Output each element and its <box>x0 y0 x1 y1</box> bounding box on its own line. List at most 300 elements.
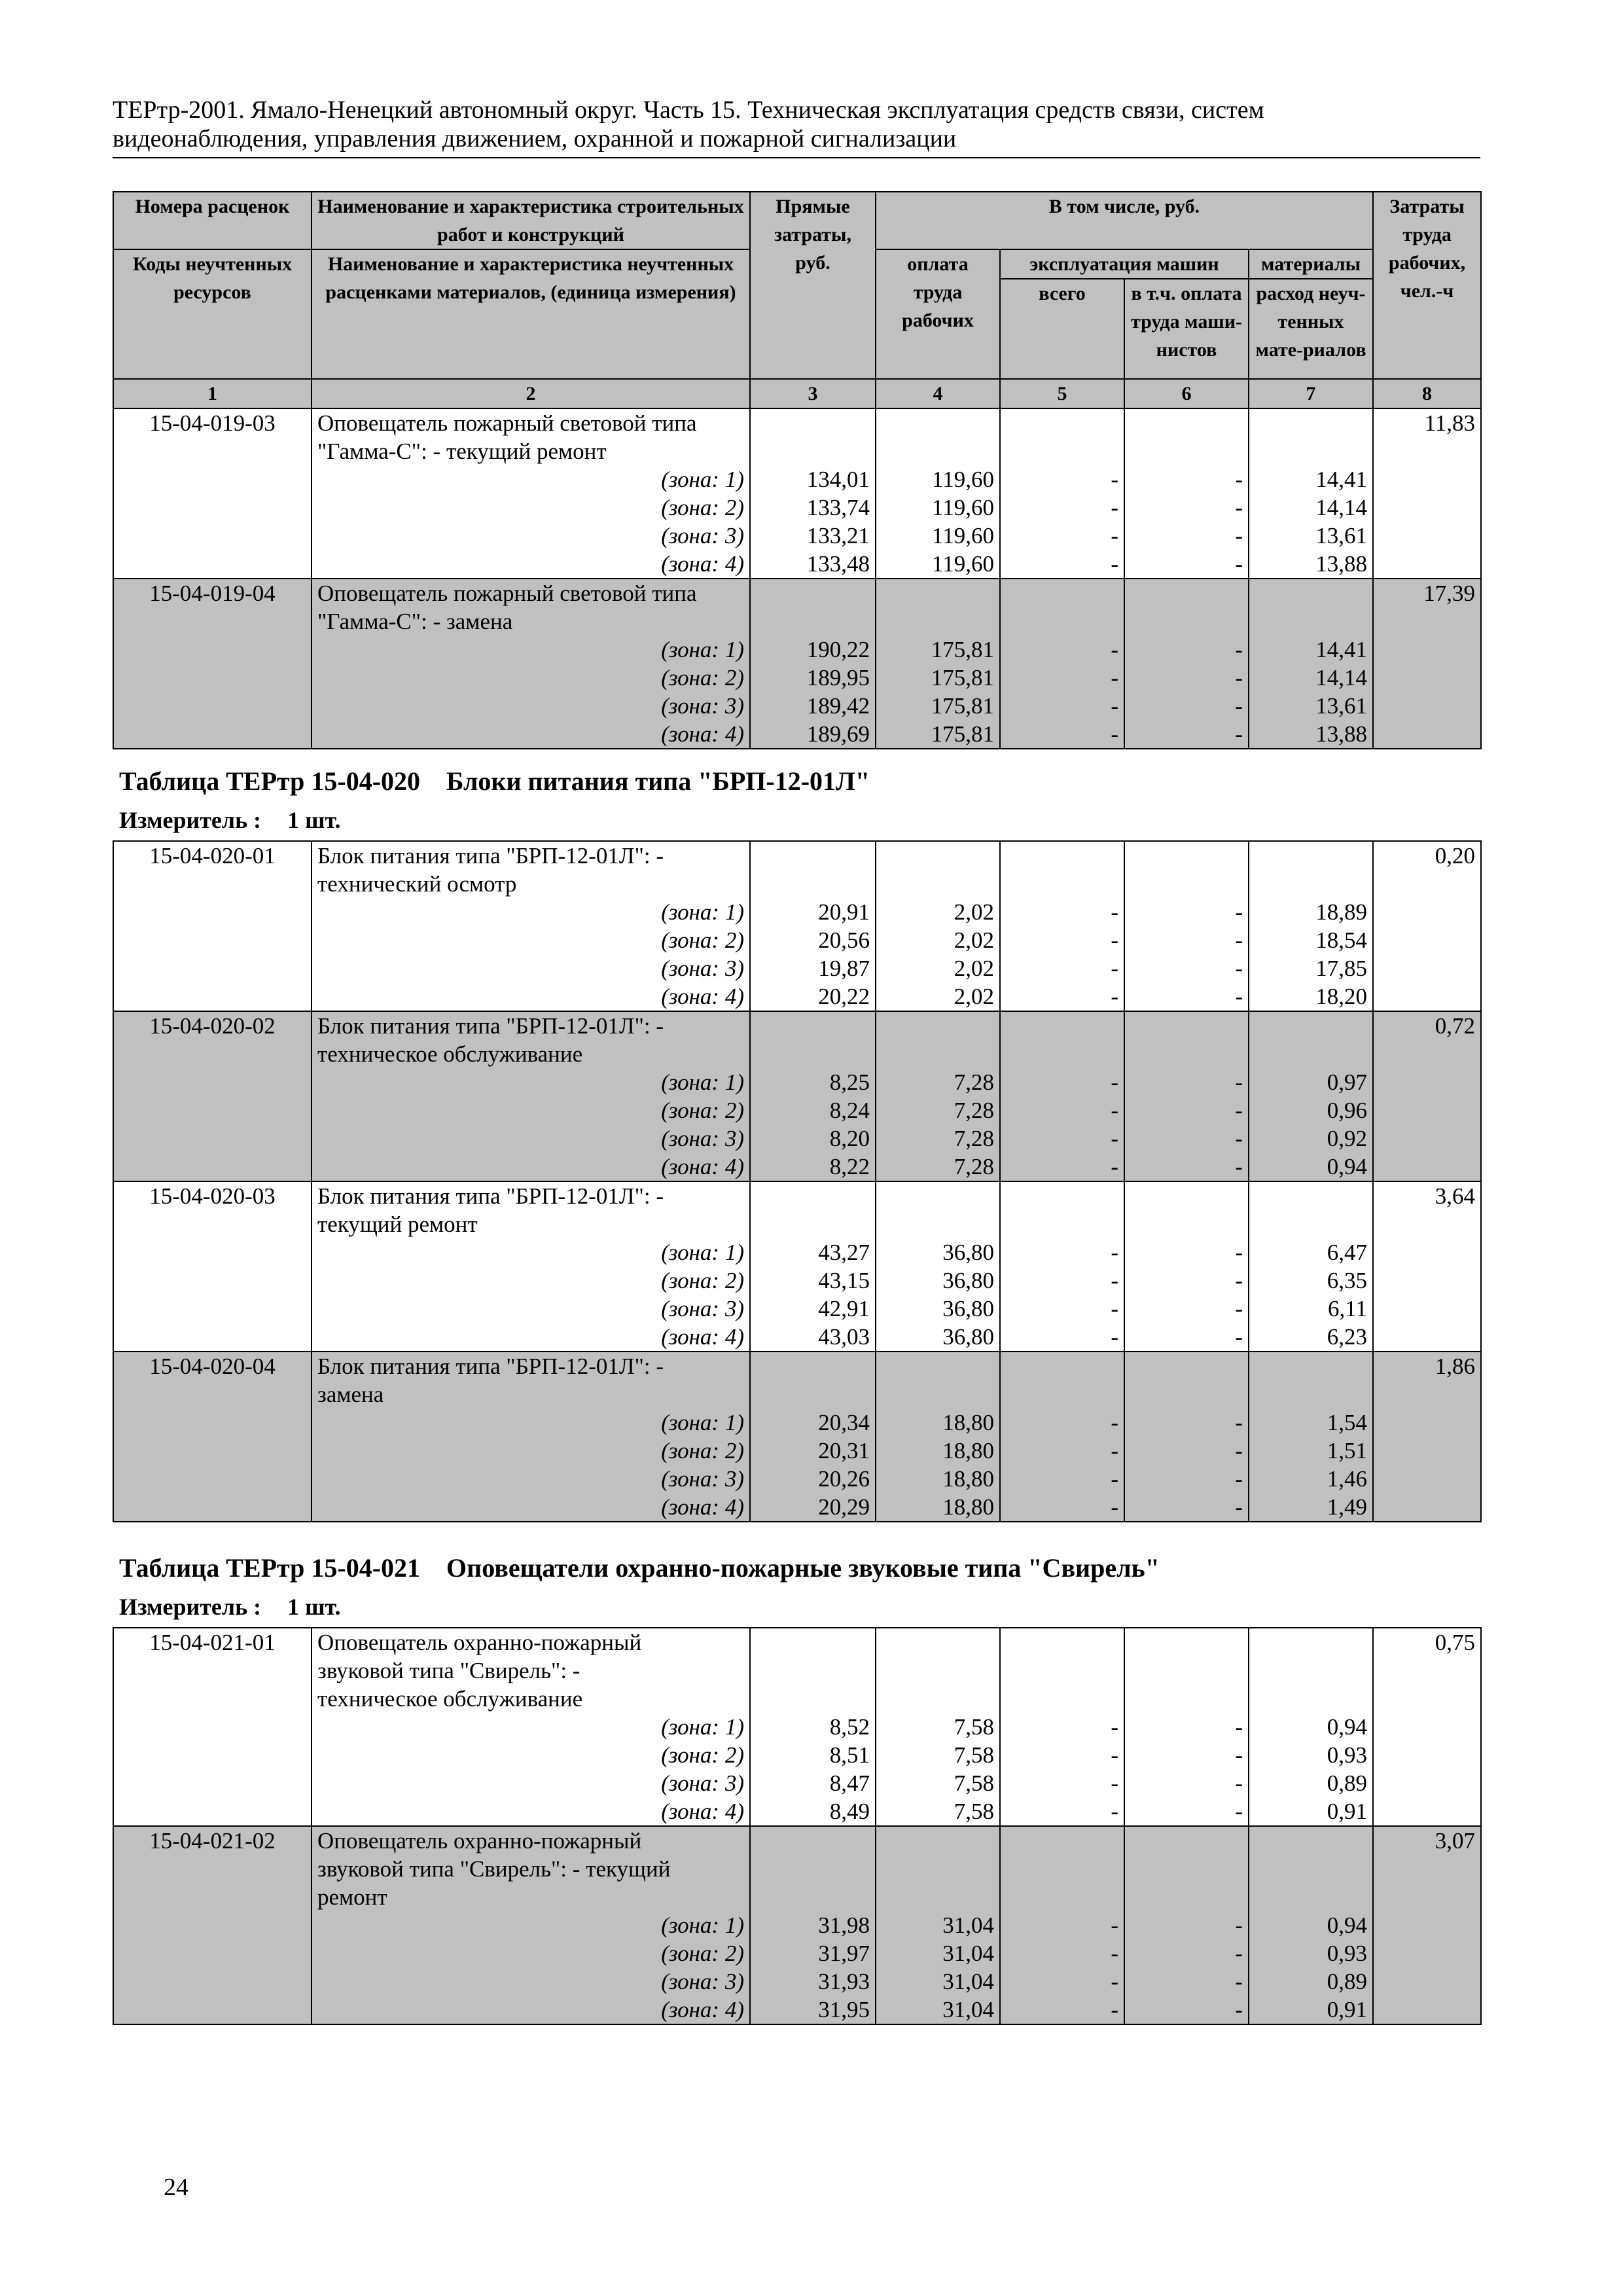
rate-code: 15-04-019-04 <box>113 579 312 749</box>
materials-cost-cell <box>1249 408 1373 579</box>
spacer-line <box>756 1685 870 1713</box>
spacer-line <box>1130 437 1243 465</box>
machine-total-cell <box>1000 579 1124 749</box>
spacer-line <box>882 1012 994 1040</box>
machinist-pay: - <box>1235 637 1243 662</box>
machinist-pay: - <box>1235 1410 1243 1435</box>
machine-total: - <box>1111 1438 1118 1463</box>
zone-label: (зона: 3) <box>661 1969 744 1994</box>
zone-label: (зона: 4) <box>661 721 744 747</box>
labor-costs: 17,39 <box>1373 579 1481 749</box>
direct-cost: 8,24 <box>829 1098 870 1123</box>
spacer-line <box>1006 579 1118 607</box>
machine-total: - <box>1111 665 1118 691</box>
description-line: Блок питания типа "БРП-12-01Л": - <box>317 1013 664 1039</box>
table-caption-021 <box>119 1552 1160 1583</box>
materials-cost: 1,46 <box>1327 1466 1367 1492</box>
machinist-pay: - <box>1235 984 1243 1009</box>
direct-cost: 8,20 <box>829 1126 870 1151</box>
rate-code: 15-04-020-01 <box>113 841 312 1011</box>
zone-label: (зона: 2) <box>661 495 744 520</box>
spacer-line <box>1006 1210 1118 1238</box>
spacer-line <box>882 1380 994 1408</box>
labor-pay: 18,80 <box>942 1466 994 1492</box>
labor-pay: 7,28 <box>954 1069 994 1095</box>
spacer-line <box>1006 1628 1118 1657</box>
materials-cost: 14,14 <box>1315 665 1368 691</box>
spacer-line <box>882 1352 994 1380</box>
machinist-pay: - <box>1235 721 1243 747</box>
materials-cost: 13,61 <box>1315 523 1368 548</box>
col-name-char: Наименование и характеристика строительных работ и конструкций <box>312 192 750 249</box>
rate-description <box>312 1011 750 1181</box>
rate-code: 15-04-020-04 <box>113 1352 312 1522</box>
zone-label: (зона: 2) <box>661 1268 744 1293</box>
col-including: В том числе, руб. <box>876 192 1373 249</box>
machine-total: - <box>1111 1069 1118 1095</box>
zone-label: (зона: 2) <box>661 1941 744 1966</box>
spacer-line <box>1006 1827 1118 1855</box>
machinist-pay: - <box>1235 1466 1243 1492</box>
rates-table-020 <box>113 840 1482 1522</box>
col-number: 7 <box>1249 379 1373 408</box>
labor-pay: 7,58 <box>954 1714 994 1740</box>
col-number: 4 <box>876 379 1000 408</box>
labor-pay-cell <box>876 1011 1000 1181</box>
materials-cost: 6,35 <box>1327 1268 1367 1293</box>
machine-total: - <box>1111 927 1118 953</box>
labor-pay: 31,04 <box>942 1997 994 2022</box>
header-line-1: ТЕРтр-2001. Ямало-Ненецкий автономный округ. Часть 15. Техническая эксплуатация средств связи, систем <box>113 96 1264 124</box>
materials-cost: 0,93 <box>1327 1941 1367 1966</box>
table-row <box>113 1628 1481 1826</box>
materials-cost-cell <box>1249 1826 1373 2024</box>
spacer-line <box>756 409 870 437</box>
zone-label: (зона: 2) <box>661 1742 744 1768</box>
spacer-line <box>882 1210 994 1238</box>
description-line: "Гамма-С": - замена <box>317 609 513 634</box>
description-line: Блок питания типа "БРП-12-01Л": - <box>317 843 664 869</box>
table-title: Оповещатели охранно-пожарные звуковые типа "Свирель" <box>446 1553 1160 1583</box>
labor-pay: 175,81 <box>931 693 994 719</box>
machinist-pay: - <box>1235 665 1243 691</box>
spacer-line <box>1130 1685 1243 1713</box>
spacer-line <box>1130 1040 1243 1068</box>
direct-cost: 8,22 <box>829 1154 870 1179</box>
labor-pay-cell <box>876 1352 1000 1522</box>
materials-cost: 0,97 <box>1327 1069 1367 1095</box>
materials-cost: 18,54 <box>1315 927 1367 953</box>
col-number: 8 <box>1373 379 1481 408</box>
spacer-line <box>1255 842 1367 870</box>
description-line: ремонт <box>317 1884 387 1910</box>
spacer-line <box>756 579 870 607</box>
description-line: Блок питания типа "БРП-12-01Л": - <box>317 1183 664 1209</box>
machinist-pay: - <box>1235 1742 1243 1768</box>
zone-label: (зона: 4) <box>661 1997 744 2022</box>
direct-cost: 134,01 <box>806 467 870 492</box>
meter-value: 1 шт. <box>287 1594 341 1620</box>
spacer-line <box>1130 1352 1243 1380</box>
col-unaccounted-codes: Коды неучтенных ресурсов <box>113 249 312 379</box>
direct-cost: 20,31 <box>818 1438 870 1463</box>
rate-description <box>312 1352 750 1522</box>
machinist-pay: - <box>1235 1494 1243 1520</box>
spacer-line <box>756 1380 870 1408</box>
description-line: Оповещатель охранно-пожарный <box>317 1630 642 1655</box>
machine-total: - <box>1111 1494 1118 1520</box>
machine-total: - <box>1111 1912 1118 1938</box>
direct-cost: 43,27 <box>818 1240 870 1265</box>
machine-total: - <box>1111 1268 1118 1293</box>
labor-pay: 36,80 <box>942 1268 994 1293</box>
labor-pay: 2,02 <box>954 956 994 981</box>
machine-total-cell <box>1000 1181 1124 1352</box>
labor-pay: 119,60 <box>932 495 994 520</box>
materials-cost-cell <box>1249 1352 1373 1522</box>
spacer-line <box>882 1628 994 1657</box>
zone-label: (зона: 1) <box>661 1912 744 1938</box>
spacer-line <box>1130 1182 1243 1210</box>
direct-cost: 20,26 <box>818 1466 870 1492</box>
machine-total: - <box>1111 523 1118 548</box>
machinist-pay: - <box>1235 1069 1243 1095</box>
spacer-line <box>1255 1380 1367 1408</box>
description-line: Блок питания типа "БРП-12-01Л": - <box>317 1354 664 1379</box>
direct-cost: 190,22 <box>806 637 870 662</box>
spacer-line <box>1006 1380 1118 1408</box>
direct-cost: 8,51 <box>829 1742 870 1768</box>
spacer-line <box>1130 1657 1243 1685</box>
direct-cost: 20,34 <box>818 1410 870 1435</box>
direct-cost-cell <box>750 1011 876 1181</box>
page-number: 24 <box>164 2174 188 2201</box>
meter-021 <box>119 1593 340 1621</box>
rates-table-019 <box>113 191 1482 749</box>
zone-label: (зона: 4) <box>661 551 744 577</box>
column-numbers-row <box>113 379 1481 408</box>
spacer-line <box>1255 437 1367 465</box>
spacer-line <box>1130 409 1243 437</box>
zone-label: (зона: 3) <box>661 1296 744 1321</box>
col-number: 2 <box>312 379 750 408</box>
machinist-pay: - <box>1235 693 1243 719</box>
materials-cost: 18,20 <box>1315 984 1367 1009</box>
machinist-pay: - <box>1235 1799 1243 1824</box>
materials-cost: 1,54 <box>1327 1410 1367 1435</box>
table-row <box>113 1826 1481 2024</box>
labor-pay: 2,02 <box>954 927 994 953</box>
zone-label: (зона: 1) <box>661 1410 744 1435</box>
header-line-2: видеонаблюдения, управления движением, охранной и пожарной сигнализации <box>113 125 957 152</box>
spacer-line <box>1006 870 1118 898</box>
col-direct-costs: Прямые затраты, руб. <box>750 192 876 379</box>
zone-label: (зона: 3) <box>661 693 744 719</box>
spacer-line <box>882 1883 994 1911</box>
machine-total: - <box>1111 1714 1118 1740</box>
machinist-pay-cell <box>1124 1011 1249 1181</box>
materials-cost-cell <box>1249 841 1373 1011</box>
machinist-pay: - <box>1235 1126 1243 1151</box>
labor-costs: 3,07 <box>1373 1826 1481 2024</box>
spacer-line <box>1006 1352 1118 1380</box>
machinist-pay: - <box>1235 551 1243 577</box>
zone-label: (зона: 3) <box>661 956 744 981</box>
labor-pay: 119,60 <box>932 551 994 577</box>
machinist-pay-cell <box>1124 1826 1249 2024</box>
materials-cost-cell <box>1249 579 1373 749</box>
table-row <box>113 841 1481 1011</box>
machine-total: - <box>1111 1799 1118 1824</box>
zone-label: (зона: 1) <box>661 1069 744 1095</box>
spacer-line <box>1255 579 1367 607</box>
rate-code: 15-04-021-02 <box>113 1826 312 2024</box>
spacer-line <box>882 870 994 898</box>
spacer-line <box>1255 1012 1367 1040</box>
materials-cost: 17,85 <box>1315 956 1367 981</box>
spacer-line <box>1130 607 1243 636</box>
spacer-line <box>756 842 870 870</box>
table-row <box>113 1181 1481 1352</box>
machinist-pay: - <box>1235 1296 1243 1321</box>
col-unaccounted-materials: расход неуч-тенных мате-риалов <box>1249 279 1373 379</box>
machinist-pay: - <box>1235 495 1243 520</box>
spacer-line <box>756 1855 870 1883</box>
rate-code: 15-04-020-02 <box>113 1011 312 1181</box>
materials-cost: 0,92 <box>1327 1126 1367 1151</box>
direct-cost: 19,87 <box>818 956 870 981</box>
machinist-pay: - <box>1235 1438 1243 1463</box>
spacer-line <box>756 1827 870 1855</box>
machinist-pay-cell <box>1124 1628 1249 1826</box>
spacer-line <box>1255 1210 1367 1238</box>
materials-cost: 13,88 <box>1315 721 1368 747</box>
spacer-line <box>1006 1855 1118 1883</box>
spacer-line <box>1130 579 1243 607</box>
spacer-line <box>1130 1210 1243 1238</box>
spacer-line <box>1255 1883 1367 1911</box>
direct-cost: 43,15 <box>818 1268 870 1293</box>
direct-cost-cell <box>750 1628 876 1826</box>
machine-total: - <box>1111 721 1118 747</box>
labor-costs: 0,20 <box>1373 841 1481 1011</box>
machinist-pay-cell <box>1124 408 1249 579</box>
direct-cost: 189,42 <box>806 693 870 719</box>
machine-total-cell <box>1000 1826 1124 2024</box>
materials-cost-cell <box>1249 1628 1373 1826</box>
spacer-line <box>882 607 994 636</box>
labor-costs: 0,75 <box>1373 1628 1481 1826</box>
spacer-line <box>882 437 994 465</box>
meter-label: Измеритель : <box>119 807 262 833</box>
spacer-line <box>1255 870 1367 898</box>
labor-costs: 1,86 <box>1373 1352 1481 1522</box>
materials-cost: 0,94 <box>1327 1714 1367 1740</box>
machinist-pay: - <box>1235 1154 1243 1179</box>
labor-pay: 7,58 <box>954 1742 994 1768</box>
labor-pay-cell <box>876 579 1000 749</box>
direct-cost-cell <box>750 1826 876 2024</box>
spacer-line <box>1255 1855 1367 1883</box>
machine-total: - <box>1111 637 1118 662</box>
table-row <box>113 579 1481 749</box>
spacer-line <box>882 1827 994 1855</box>
direct-cost: 8,47 <box>829 1770 870 1796</box>
machine-total: - <box>1111 1742 1118 1768</box>
labor-pay: 7,28 <box>954 1126 994 1151</box>
labor-pay-cell <box>876 408 1000 579</box>
spacer-line <box>1130 842 1243 870</box>
labor-pay: 18,80 <box>942 1438 994 1463</box>
direct-cost: 20,91 <box>818 899 870 925</box>
zone-label: (зона: 3) <box>661 1770 744 1796</box>
direct-cost: 8,49 <box>829 1799 870 1824</box>
machinist-pay: - <box>1235 956 1243 981</box>
machinist-pay: - <box>1235 1240 1243 1265</box>
labor-pay: 7,28 <box>954 1154 994 1179</box>
labor-pay: 18,80 <box>942 1494 994 1520</box>
col-number: 3 <box>750 379 876 408</box>
zone-label: (зона: 4) <box>661 1799 744 1824</box>
spacer-line <box>1130 870 1243 898</box>
zone-label: (зона: 4) <box>661 1154 744 1179</box>
table-code: Таблица ТЕРтр 15-04-020 <box>119 766 421 796</box>
labor-pay: 7,58 <box>954 1770 994 1796</box>
zone-label: (зона: 1) <box>661 1240 744 1265</box>
spacer-line <box>1006 437 1118 465</box>
machine-total-cell <box>1000 1011 1124 1181</box>
direct-cost: 31,93 <box>818 1969 870 1994</box>
spacer-line <box>1255 1827 1367 1855</box>
direct-cost: 8,52 <box>829 1714 870 1740</box>
zone-label: (зона: 1) <box>661 899 744 925</box>
rates-table-021 <box>113 1627 1482 2025</box>
spacer-line <box>1006 1657 1118 1685</box>
zone-label: (зона: 4) <box>661 1494 744 1520</box>
machinist-pay-cell <box>1124 1181 1249 1352</box>
table-caption-020 <box>119 766 870 797</box>
spacer-line <box>756 1352 870 1380</box>
meter-value: 1 шт. <box>287 807 341 833</box>
machinist-pay: - <box>1235 1941 1243 1966</box>
spacer-line <box>1006 1883 1118 1911</box>
machine-total-cell <box>1000 408 1124 579</box>
col-materials: материалы <box>1249 249 1373 279</box>
spacer-line <box>1130 1855 1243 1883</box>
machine-total: - <box>1111 1941 1118 1966</box>
materials-cost: 14,41 <box>1315 467 1368 492</box>
labor-pay: 31,04 <box>942 1912 994 1938</box>
spacer-line <box>1006 1040 1118 1068</box>
machinist-pay: - <box>1235 1997 1243 2022</box>
col-total: всего <box>1000 279 1124 379</box>
spacer-line <box>1130 1883 1243 1911</box>
labor-pay: 175,81 <box>931 637 994 662</box>
direct-cost-cell <box>750 1181 876 1352</box>
spacer-line <box>882 1657 994 1685</box>
machine-total: - <box>1111 1997 1118 2022</box>
machine-total-cell <box>1000 841 1124 1011</box>
table-row <box>113 1352 1481 1522</box>
labor-costs: 11,83 <box>1373 408 1481 579</box>
rate-description <box>312 579 750 749</box>
rate-description <box>312 1628 750 1826</box>
col-labor-costs: Затраты труда рабочих, чел.-ч <box>1373 192 1481 379</box>
labor-pay: 7,28 <box>954 1098 994 1123</box>
materials-cost-cell <box>1249 1011 1373 1181</box>
materials-cost: 1,49 <box>1327 1494 1367 1520</box>
direct-cost-cell <box>750 841 876 1011</box>
machinist-pay: - <box>1235 1268 1243 1293</box>
description-line: технический осмотр <box>317 871 517 897</box>
direct-cost-cell <box>750 579 876 749</box>
direct-cost: 8,25 <box>829 1069 870 1095</box>
spacer-line <box>1255 1685 1367 1713</box>
col-rate-numbers: Номера расценок <box>113 192 312 249</box>
machinist-pay: - <box>1235 1969 1243 1994</box>
spacer-line <box>882 579 994 607</box>
machinist-pay: - <box>1235 523 1243 548</box>
spacer-line <box>882 1685 994 1713</box>
direct-cost-cell <box>750 1352 876 1522</box>
spacer-line <box>882 842 994 870</box>
description-line: замена <box>317 1382 384 1407</box>
spacer-line <box>1255 1182 1367 1210</box>
col-unaccounted-names: Наименование и характеристика неучтенных расценками материалов, (единица измерения) <box>312 249 750 379</box>
labor-pay: 2,02 <box>954 899 994 925</box>
meter-label: Измеритель : <box>119 1594 262 1620</box>
machine-total: - <box>1111 984 1118 1009</box>
machine-total: - <box>1111 1324 1118 1350</box>
spacer-line <box>756 1012 870 1040</box>
labor-costs: 0,72 <box>1373 1011 1481 1181</box>
labor-pay: 18,80 <box>942 1410 994 1435</box>
materials-cost: 0,96 <box>1327 1098 1367 1123</box>
labor-pay-cell <box>876 1826 1000 2024</box>
zone-label: (зона: 1) <box>661 637 744 662</box>
spacer-line <box>1130 1012 1243 1040</box>
rate-description <box>312 1826 750 2024</box>
description-line: техническое обслуживание <box>317 1041 583 1067</box>
materials-cost: 14,41 <box>1315 637 1368 662</box>
col-incl-machinist-pay: в т.ч. оплата труда маши-нистов <box>1124 279 1249 379</box>
zone-label: (зона: 3) <box>661 1466 744 1492</box>
spacer-line <box>1130 1380 1243 1408</box>
direct-cost-cell <box>750 408 876 579</box>
spacer-line <box>1130 1628 1243 1657</box>
spacer-line <box>756 1182 870 1210</box>
description-line: Оповещатель пожарный световой типа <box>317 410 697 436</box>
spacer-line <box>1255 409 1367 437</box>
machinist-pay: - <box>1235 1324 1243 1350</box>
header-rule <box>113 157 1480 158</box>
rate-code: 15-04-021-01 <box>113 1628 312 1826</box>
labor-pay: 36,80 <box>942 1324 994 1350</box>
spacer-line <box>1255 1628 1367 1657</box>
labor-pay: 36,80 <box>942 1240 994 1265</box>
machine-total: - <box>1111 1466 1118 1492</box>
machine-total: - <box>1111 1098 1118 1123</box>
labor-pay-cell <box>876 1181 1000 1352</box>
spacer-line <box>1006 1182 1118 1210</box>
materials-cost: 0,93 <box>1327 1742 1367 1768</box>
description-line: Оповещатель охранно-пожарный <box>317 1828 642 1854</box>
direct-cost: 189,95 <box>806 665 870 691</box>
zone-label: (зона: 2) <box>661 1098 744 1123</box>
col-number: 1 <box>113 379 312 408</box>
spacer-line <box>1255 1352 1367 1380</box>
direct-cost: 133,74 <box>806 495 870 520</box>
